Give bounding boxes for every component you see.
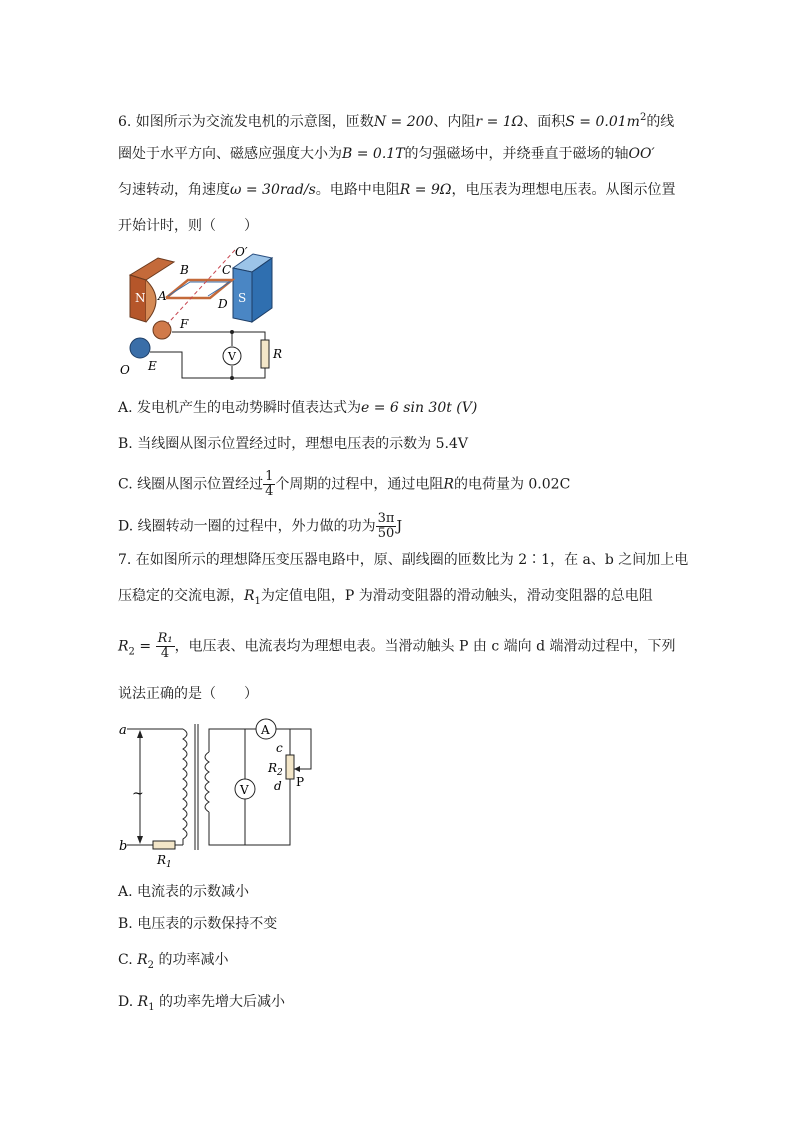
option-text: 的功率先增大后减小 (154, 994, 286, 1010)
symbol-r2: R (118, 638, 129, 655)
option-symbol: R (137, 952, 148, 968)
primary-coil (183, 729, 187, 845)
q6-line-3 (118, 180, 675, 200)
q6-B-value: B = 0.1T (342, 146, 405, 162)
q6-text: 、面积 (523, 114, 566, 130)
q7-line-4 (118, 684, 258, 704)
symbol-r2-sub: 2 (128, 646, 135, 658)
q7-text: ，电压表、电流表均为理想电表。当滑动触头 P 由 c 端向 d 端滑动过程中，下列 (174, 638, 676, 655)
equals: = (134, 638, 156, 655)
q6-text: ，电压表为理想电压表。从图示位置 (451, 182, 676, 198)
v-label: V (228, 350, 236, 363)
option-symbol: R (443, 476, 454, 493)
q6-axis: OO′ (628, 146, 655, 162)
n-magnet-face (146, 280, 156, 322)
p-label: P (296, 775, 305, 789)
arrow-down (137, 836, 143, 844)
option-text: B. 当线圈从图示位置经过时，理想电压表的示数为 5.4V (118, 436, 469, 452)
terminal-b-label: b (119, 839, 128, 854)
junction-dot (230, 376, 234, 380)
q6-option-a[interactable] (118, 398, 477, 418)
q7-line-1 (118, 550, 688, 570)
q6-text: 、内阻 (433, 114, 476, 130)
q7-line-3 (118, 632, 675, 663)
q7-text: 7. 在如图所示的理想降压变压器电路中，原、副线圈的匝数比为 2∶1，在 a、b 之间加上电 (118, 552, 689, 568)
fraction (263, 470, 275, 499)
q6-r-value: r = 1Ω (475, 114, 524, 130)
option-symbol-sub: 2 (147, 960, 155, 971)
option-unit: J (396, 518, 403, 535)
option-text: D. (118, 994, 138, 1010)
fraction-denominator: 50 (377, 526, 395, 541)
coil-outer (166, 280, 232, 298)
v-label: V (240, 783, 249, 797)
r-label: R (273, 347, 283, 361)
o-prime-label: O′ (235, 245, 248, 259)
q7-line-2 (118, 586, 653, 612)
q6-S-exponent: 2 (639, 112, 647, 123)
s-label: S (238, 291, 247, 305)
junction-dot (230, 330, 234, 334)
q6-text: 的匀强磁场中，并绕垂直于磁场的轴 (404, 146, 629, 162)
resistor-r (261, 340, 269, 368)
q6-option-c[interactable] (118, 470, 570, 499)
c-label: c (276, 741, 283, 755)
q6-generator-figure (110, 240, 300, 380)
e-label: E (148, 359, 157, 373)
q7-text: 说法正确的是（ ） (118, 686, 258, 702)
a-label: A (261, 723, 270, 737)
slip-ring-e (130, 338, 150, 358)
b-label: B (180, 263, 189, 277)
option-text: B. 电压表的示数保持不变 (118, 916, 278, 932)
q7-transformer-figure (115, 712, 335, 872)
q6-text: 6. 如图所示为交流发电机的示意图，匝数 (118, 114, 374, 130)
a-label: A (158, 289, 167, 303)
fraction-numerator: R₁ (157, 631, 173, 646)
slip-ring-f (153, 321, 171, 339)
q6-text: 开始计时，则（ ） (118, 218, 258, 234)
q6-line-4 (118, 216, 258, 236)
f-label: F (180, 317, 189, 331)
q7-option-a[interactable] (118, 882, 249, 902)
option-text: D. 线圈转动一圈的过程中，外力做的功为 (118, 518, 376, 535)
q6-line-1 (118, 108, 674, 132)
q6-option-d[interactable] (118, 512, 402, 541)
option-text: C. 线圈从图示位置经过 (118, 476, 264, 493)
fraction (156, 632, 175, 661)
q6-S-value: S = 0.01m (565, 114, 640, 130)
fraction (376, 512, 397, 541)
fraction-numerator: 1 (265, 469, 274, 484)
option-expression: e = 6 sin 30t (V) (361, 400, 478, 416)
d-label: d (274, 779, 282, 793)
wire-top (172, 332, 265, 340)
ac-tilde: ~ (132, 786, 144, 802)
option-text: 个周期的过程中，通过电阻 (275, 476, 444, 493)
wire-bottom (150, 352, 265, 378)
q6-line-2 (118, 144, 655, 164)
fraction-numerator: 3π (377, 511, 395, 526)
c-label: C (222, 263, 232, 277)
q7-option-c[interactable] (118, 950, 229, 976)
option-text: C. (118, 952, 138, 968)
r2-label: $R_2$ (268, 761, 283, 778)
slider-arrow (294, 766, 300, 772)
fraction-denominator: 4 (265, 484, 274, 499)
n-label: N (135, 291, 146, 305)
option-text: A. 电流表的示数减小 (118, 884, 250, 900)
q6-text: 圈处于水平方向、磁感应强度大小为 (118, 146, 342, 162)
terminal-a-label: a (119, 723, 127, 738)
arrow-up (137, 730, 143, 738)
option-text: 的功率减小 (154, 952, 229, 968)
resistor-r2 (286, 755, 294, 779)
secondary-coil (205, 752, 209, 812)
o-label: O (120, 363, 130, 377)
q6-text: 的线 (646, 114, 675, 130)
q6-R-value: R = 9Ω (399, 182, 452, 198)
q6-option-b[interactable] (118, 434, 468, 454)
q7-text: 压稳定的交流电源， (118, 588, 244, 604)
fraction-denominator: 4 (160, 646, 170, 661)
option-symbol-sub: 1 (148, 1002, 155, 1013)
resistor-r1 (153, 841, 175, 849)
option-text: 的电荷量为 0.02C (453, 476, 571, 493)
d-label: D (218, 297, 228, 311)
q6-N-value: N = 200 (373, 114, 434, 130)
q7-option-b[interactable] (118, 914, 277, 934)
option-symbol: R (137, 994, 149, 1010)
option-text: A. 发电机产生的电动势瞬时值表达式为 (118, 400, 362, 416)
symbol-r1: R (244, 588, 255, 604)
q6-omega-value: ω = 30rad/s (230, 182, 316, 198)
q7-option-d[interactable] (118, 992, 285, 1018)
q7-text: 为定值电阻，P 为滑动变阻器的滑动触头，滑动变阻器的总电阻 (260, 588, 653, 604)
r1-label: $R_1$ (157, 853, 172, 870)
q6-text: 匀速转动，角速度 (118, 182, 230, 198)
q6-text: 。电路中电阻 (315, 182, 400, 198)
symbol-r1-sub: 1 (254, 596, 261, 607)
